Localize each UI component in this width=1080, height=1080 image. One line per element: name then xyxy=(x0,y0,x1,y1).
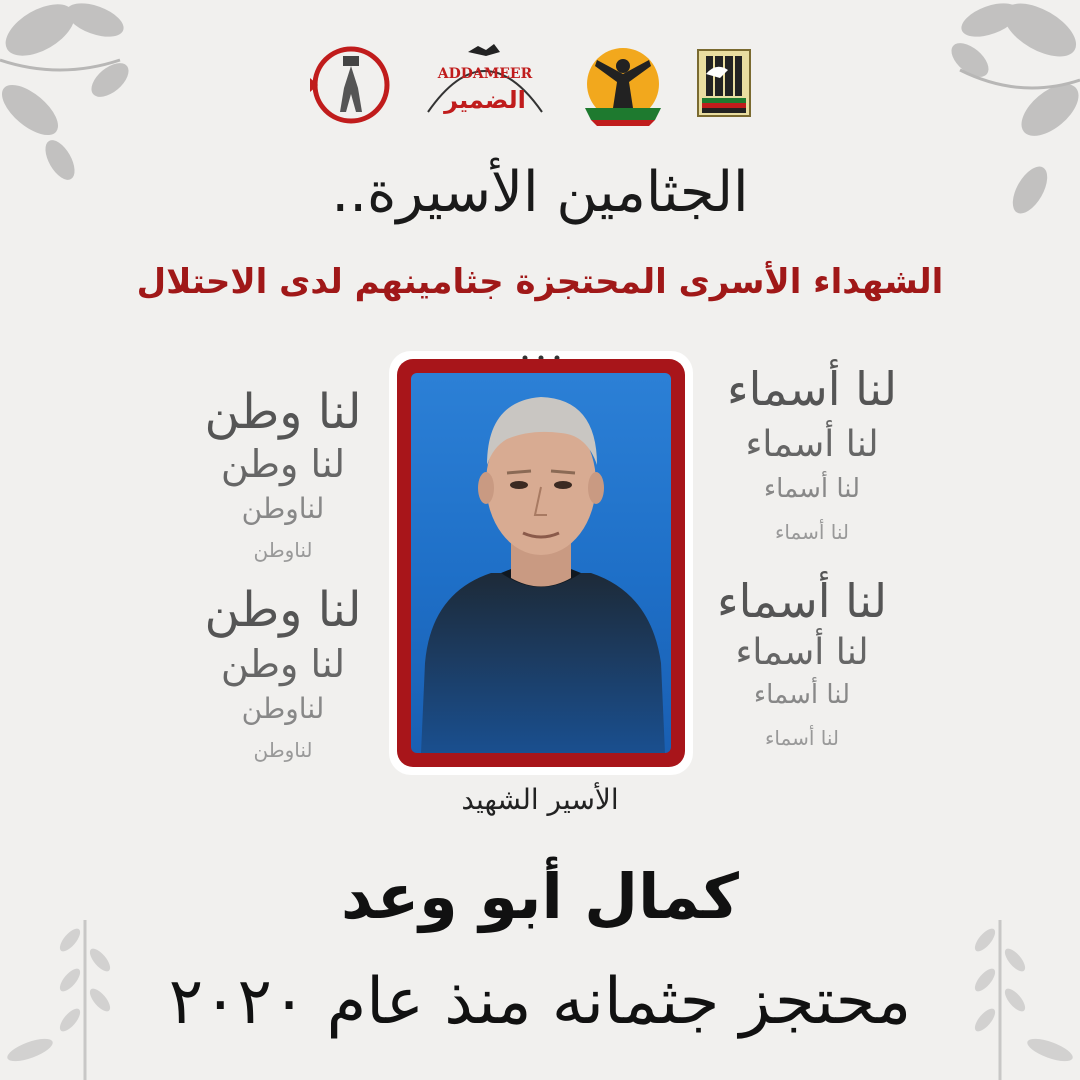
left-slogan-1: لنا وطن xyxy=(204,384,362,440)
left-slogan-3: لناوطن xyxy=(241,492,325,525)
left-slogan-5: لنا وطن xyxy=(204,582,362,638)
prisoner-circle-logo-icon xyxy=(308,42,394,128)
addameer-arabic-text: الضمير xyxy=(444,86,526,114)
prisoners-club-logo-icon xyxy=(694,44,754,124)
right-slogan-8: لنا أسماء xyxy=(765,726,839,750)
held-since-text: محتجز جثمانه منذ عام ٢٠٢٠ xyxy=(168,965,912,1039)
left-slogan-4: لناوطن xyxy=(253,538,313,562)
martyr-portrait-photo xyxy=(411,373,671,753)
portrait-figure xyxy=(411,373,671,753)
partner-logos xyxy=(300,38,800,128)
right-slogan-3: لنا أسماء xyxy=(763,474,861,504)
right-slogan-7: لنا أسماء xyxy=(753,680,851,710)
right-slogan-2: لنا أسماء xyxy=(745,424,879,465)
left-slogan-6: لنا وطن xyxy=(220,642,346,686)
right-slogan-6: لنا أسماء xyxy=(735,632,869,673)
left-slogan-7: لناوطن xyxy=(241,692,325,725)
addameer-logo xyxy=(420,40,550,126)
portrait-frame-border xyxy=(397,359,685,767)
portrait-frame xyxy=(389,351,693,775)
right-slogan-1: لنا أسماء xyxy=(726,362,898,416)
page-title: الجثامين الأسيرة.. xyxy=(331,160,749,225)
right-slogan-5: لنا أسماء xyxy=(716,574,888,628)
left-slogan-2: لنا وطن xyxy=(220,442,346,486)
left-slogan-8: لناوطن xyxy=(253,738,313,762)
right-slogan-4: لنا أسماء xyxy=(775,520,849,544)
portrait-caption: الأسير الشهيد xyxy=(461,783,619,816)
prisoners-commission-logo-icon xyxy=(575,42,671,128)
addameer-latin-text: ADDAMEER xyxy=(437,66,533,82)
martyr-name: كمال أبو وعد xyxy=(341,860,739,933)
page-subtitle: الشهداء الأسرى المحتجزة جثامينهم لدى الاحتلال xyxy=(136,262,944,302)
